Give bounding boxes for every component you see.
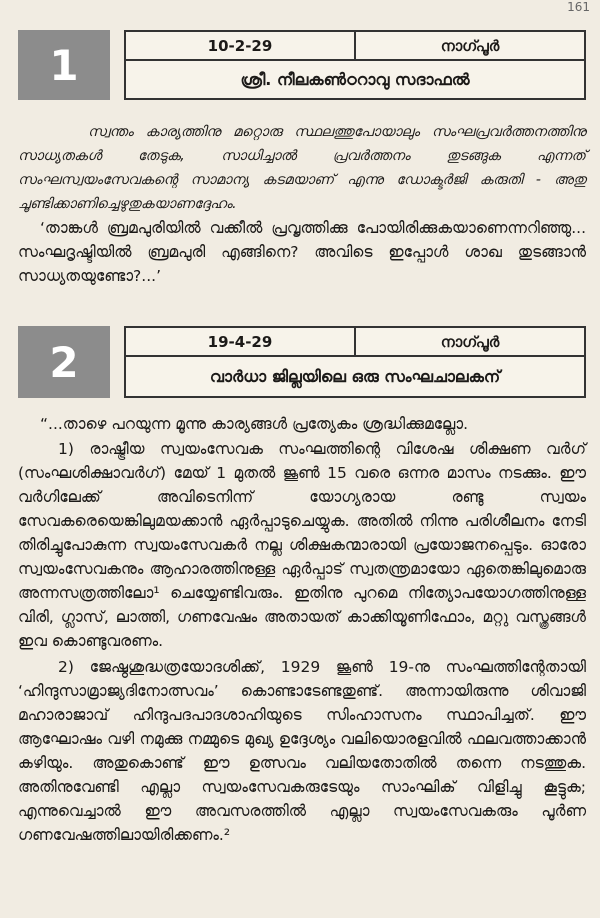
body-paragraph: 1) രാഷ്ട്രീയ സ്വയംസേവക സംഘത്തിന്റെ വിശേഷ ശിക്ഷണ വർഗ് (സംഘശിക്ഷാവർഗ്) മേയ് 1 മുതൽ ജൂൺ 15 വരെ ഒന്നര മാസം നടക്കും. ഈ വർഗിലേക്ക് അവിടെനിന്ന് യോഗ്യരായ രണ്ടു സ്വയം സേവകരെയെങ്കിലുമയക്കാൻ ഏർപ്പാടുചെയ്യുക. അതിൽ നിന്നു പരിശീലനം നേടി തിരിച്ചുപോകുന്ന സ്വയംസേവകർ നല്ല ശിക്ഷകന്മാരായി പ്രയോജനപ്പെടും. ഓരോ സ്വയംസേവകനും ആഹാരത്തിനുള്ള ഏർപ്പാട് സ്വതന്ത്രമായോ ഏതെങ്കിലുമൊരു അന്നസത്രത്തിലോ¹ ചെയ്യേണ്ടിവരും. ഇതിനു പുറമെ നിത്യോപയോഗത്തിനുള്ള വിരി, ഗ്ലാസ്, ലാത്തി, ഗണവേഷം അതായത് കാക്കിയൂണിഫോം, മറ്റു വസ്ത്രങ്ങൾ ഇവ കൊണ്ടുവരണം.: [18, 440, 586, 650]
letter-number-badge: 1: [18, 30, 110, 100]
letter-date: 19-4-29: [126, 328, 356, 355]
letter-recipient: വാർധാ ജില്ലയിലെ ഒരു സംഘചാലകന്: [209, 366, 501, 386]
letter-info-box: [124, 326, 586, 398]
letter-1-quote: ‘താങ്കൾ ബ്രമപുരിയിൽ വക്കീൽ പ്രവൃത്തിക്കു പോയിരിക്കുകയാണെന്നറിഞ്ഞു... സംഘദൃഷ്ടിയിൽ ബ്രമപുരി എങ്ങിനെ? അവിടെ ഇപ്പോൾ ശാഖ തുടങ്ങാൻ സാധ്യതയുണ്ടോ?...’: [18, 219, 586, 285]
letter-1-header: [18, 30, 586, 100]
letter-2-body: [18, 412, 586, 847]
body-paragraph: 2) ജേഷ്ഠശുദ്ധത്രയോദശിക്ക്, 1929 ജൂൺ 19-നു സംഘത്തിന്റേതായി ‘ഹിന്ദുസാമ്രാജ്യദിനോത്സവം’ കൊണ്ടാടേണ്ടതുണ്ട്. അന്നായിരുന്നു ശിവാജി മഹാരാജാവ് ഹിന്ദുപദപാദശാഹിയുടെ സിംഹാസനം സ്ഥാപിച്ചത്. ഈ ആഘോഷം വഴി നമുക്കു നമ്മുടെ മുഖ്യ ഉദ്ദേശ്യം വലിയൊരളവിൽ ഫലവത്താക്കാൻ കഴിയും. അതുകൊണ്ട് ഈ ഉത്സവം വലിയതോതിൽ തന്നെ നടത്തുക. അതിനുവേണ്ടി എല്ലാ സ്വയംസേവകരുടേയും സാംഘിക് വിളിച്ചു കൂട്ടുക; എന്നുവെച്ചാൽ ഈ അവസരത്തിൽ എല്ലാ സ്വയംസേവകരും പൂർണ ഗണവേഷത്തിലായിരിക്കണം.²: [18, 658, 586, 844]
letter-2-header: [18, 326, 586, 398]
body-paragraph: “...താഴെ പറയുന്ന മൂന്നു കാര്യങ്ങൾ പ്രത്യേകം ശ്രദ്ധിക്കുമല്ലോ.: [40, 415, 469, 433]
letter-place: നാഗ്പൂർ: [440, 36, 500, 55]
letter-number-badge: 2: [18, 326, 110, 398]
letter-info-box: [124, 30, 586, 100]
letter-1-intro: സ്വന്തം കാര്യത്തിനു മറ്റൊരു സ്ഥലത്തുപോയാലും സംഘപ്രവർത്തനത്തിനു സാധ്യതകൾ തേടുക, സാധിച്ചാൽ പ്രവർത്തനം തുടങ്ങുക എന്നത് സംഘസ്വയംസേവകന്റെ സാമാന്യ കടമയാണ് എന്നു ഡോക്ടർജി കരുതി - അതു ചൂണ്ടിക്കാണിച്ചെഴുതുകയാണദ്ദേഹം.: [18, 124, 586, 212]
letter-date: 10-2-29: [126, 32, 356, 59]
letter-recipient: ശ്രീ. നീലകൺഠറാവു സദാഫൽ: [240, 69, 470, 89]
page-number: 161: [567, 0, 590, 14]
letter-place: നാഗ്പൂർ: [440, 332, 500, 351]
